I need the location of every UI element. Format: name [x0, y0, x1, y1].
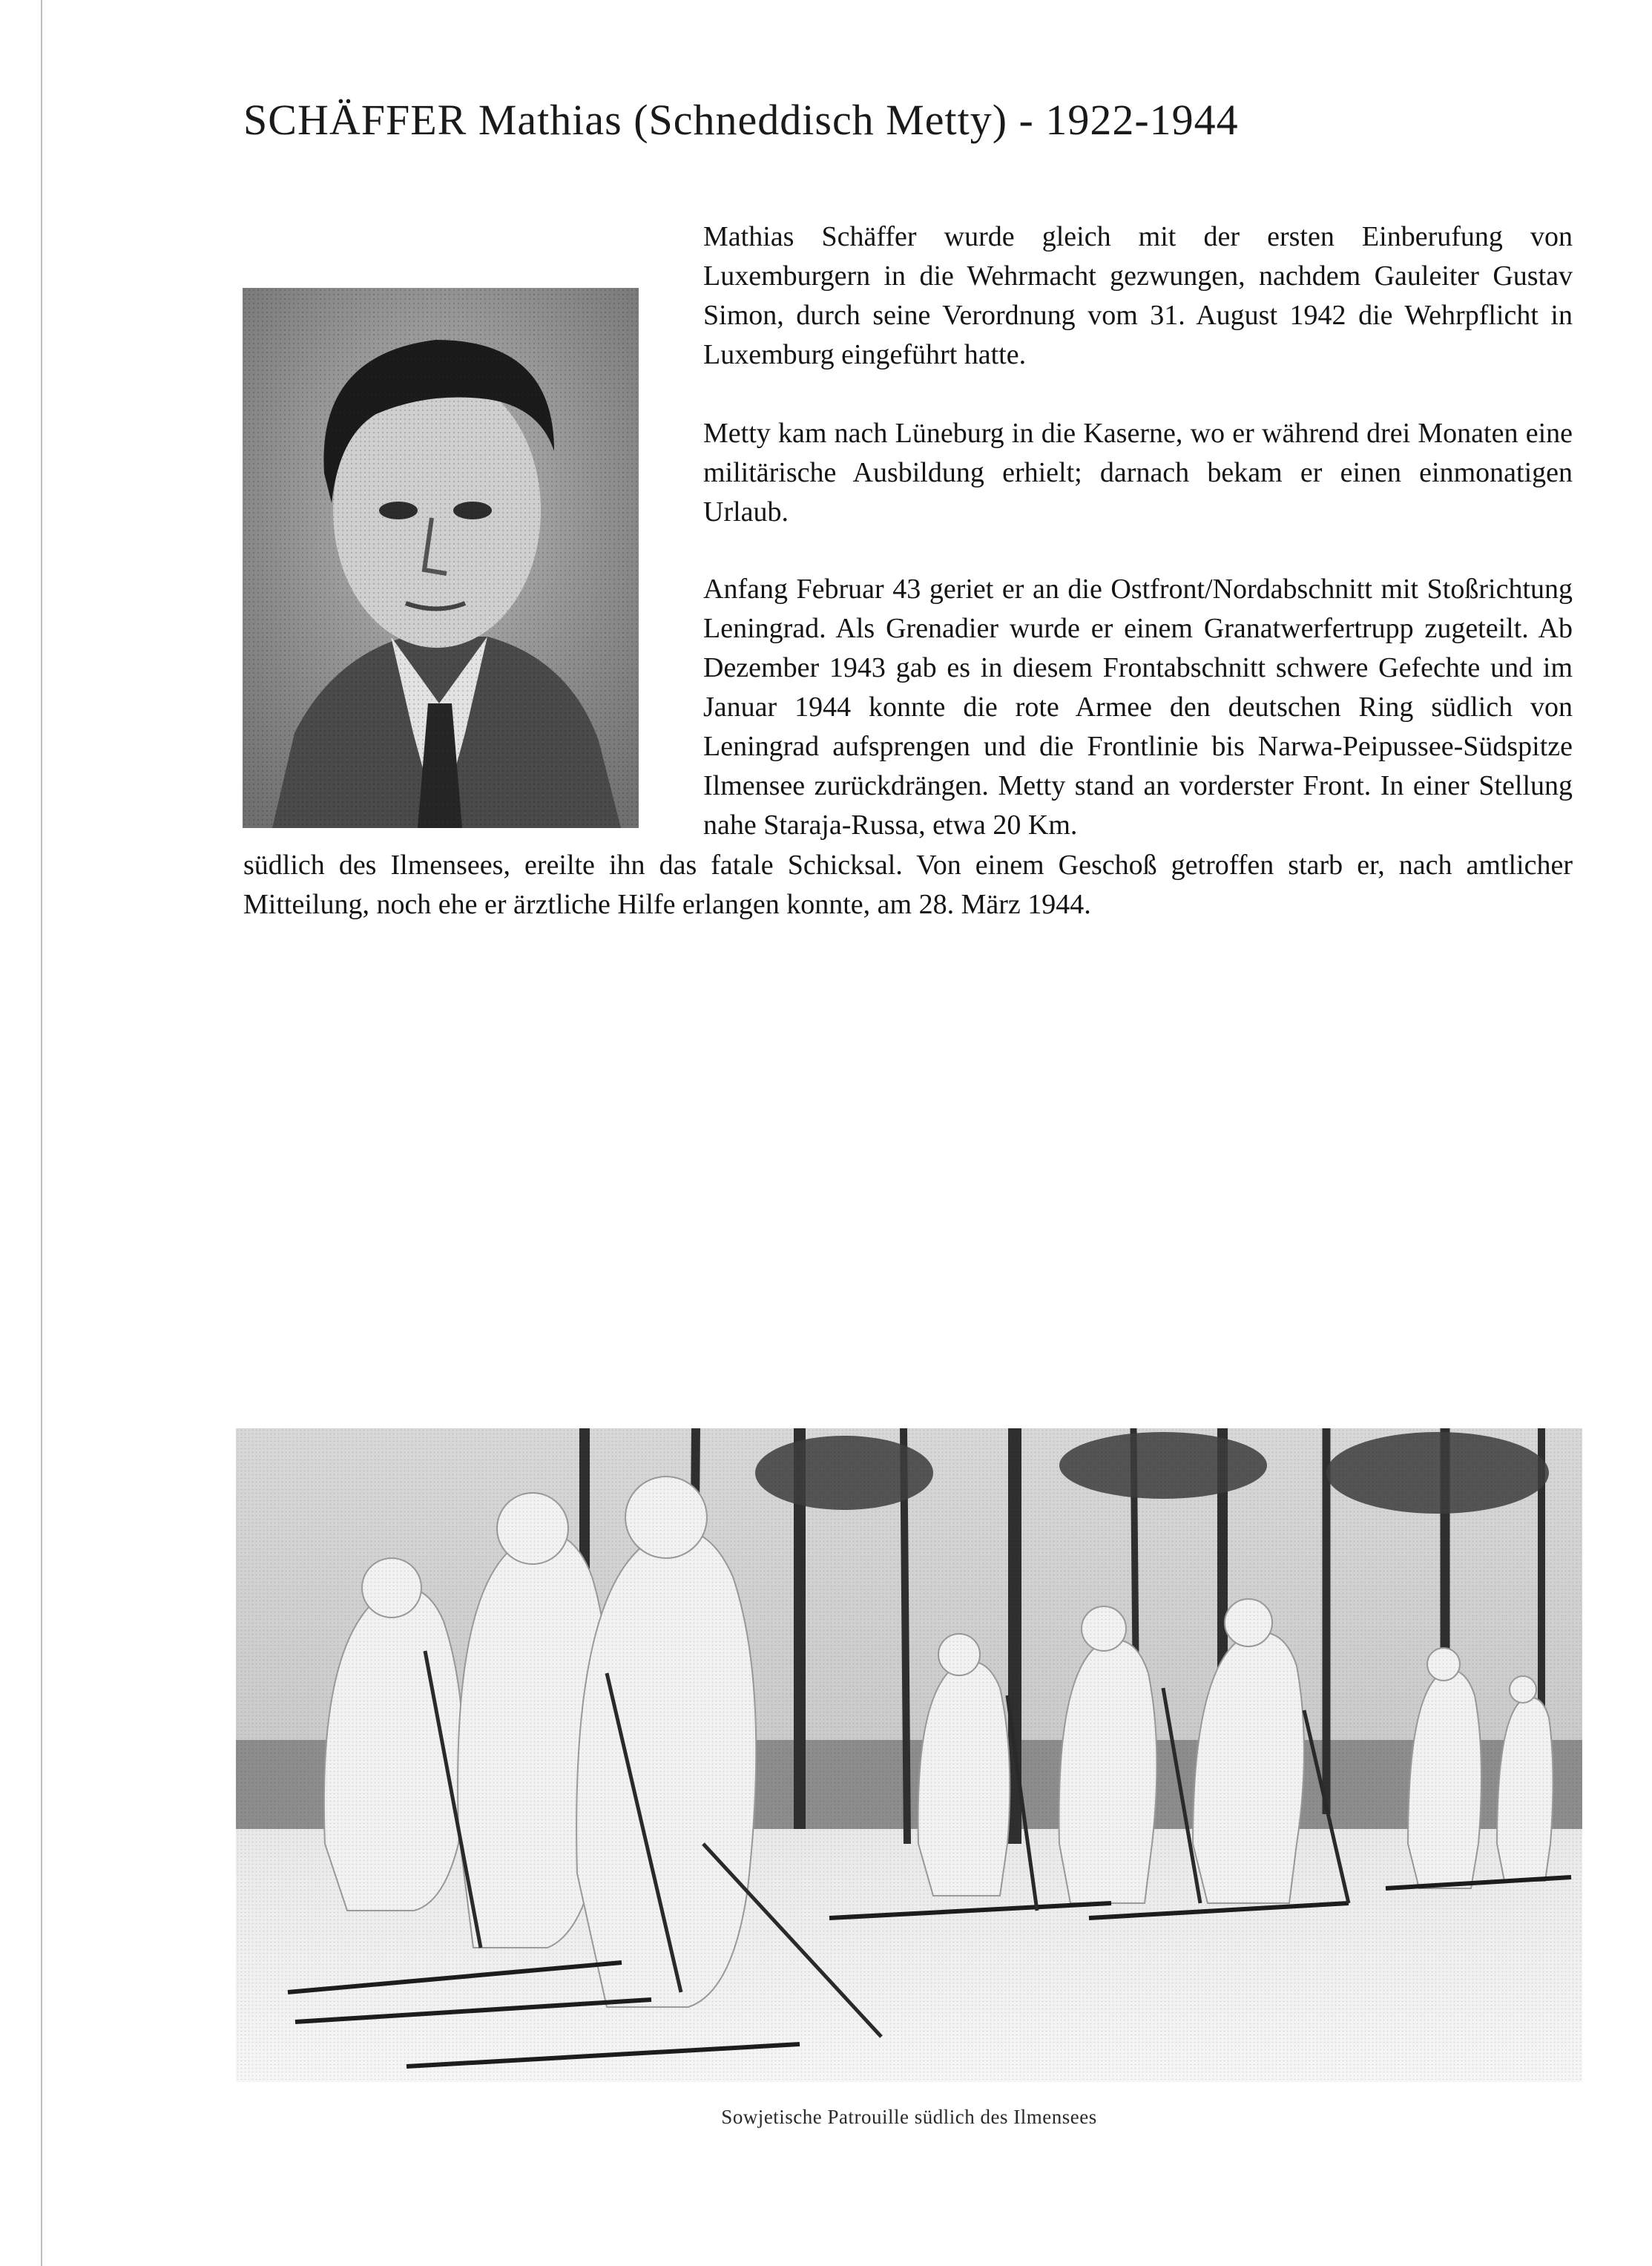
portrait-photo	[243, 288, 639, 828]
ski-patrol-photo	[236, 1428, 1582, 2082]
binding-edge	[41, 0, 42, 2266]
page-title: SCHÄFFER Mathias (Schneddisch Metty) - 1922-1944	[243, 96, 1239, 144]
paragraph-eastern-front-continued: südlich des Ilmensees, ereilte ihn das fatale Schicksal. Von einem Geschoß getroffen starb er, nach amtlicher Mitteilung, noch ehe er ärztliche Hilfe erlangen konnte, am 28. März 1944.	[243, 850, 1573, 920]
paragraph-eastern-front: Anfang Februar 43 geriet er an die Ostfront/Nordabschnitt mit Stoßrichtung Leningrad. Als Grenadier wurde er einem Granatwerfertrupp zugeteilt. Ab Dezember 1943 gab es in diesem Frontabschnitt schwere Gefechte und im Januar 1944 konnte die rote Armee den deutschen Ring südlich von Leningrad aufsprengen und die Frontlinie bis Narwa-Peipussee-Südspitze Ilmensee zurückdrängen. Metty stand an vorderster Front. In einer Stellung nahe Staraja-Russa, etwa 20 Km.	[703, 574, 1573, 841]
photo-caption: Sowjetische Patrouille südlich des Ilmensees	[721, 2106, 1097, 2128]
paragraph-conscription: Mathias Schäffer wurde gleich mit der ersten Einberufung von Luxemburgern in die Wehrmacht gezwungen, nachdem Gauleiter Gustav Simon, durch seine Verordnung vom 31. August 1942 die Wehrpflicht in Luxemburg eingeführt hatte.	[703, 221, 1573, 370]
paragraph-training: Metty kam nach Lüneburg in die Kaserne, wo er während drei Monaten eine militärische Ausbildung erhielt; darnach bekam er einen einmonatigen Urlaub.	[703, 418, 1573, 528]
